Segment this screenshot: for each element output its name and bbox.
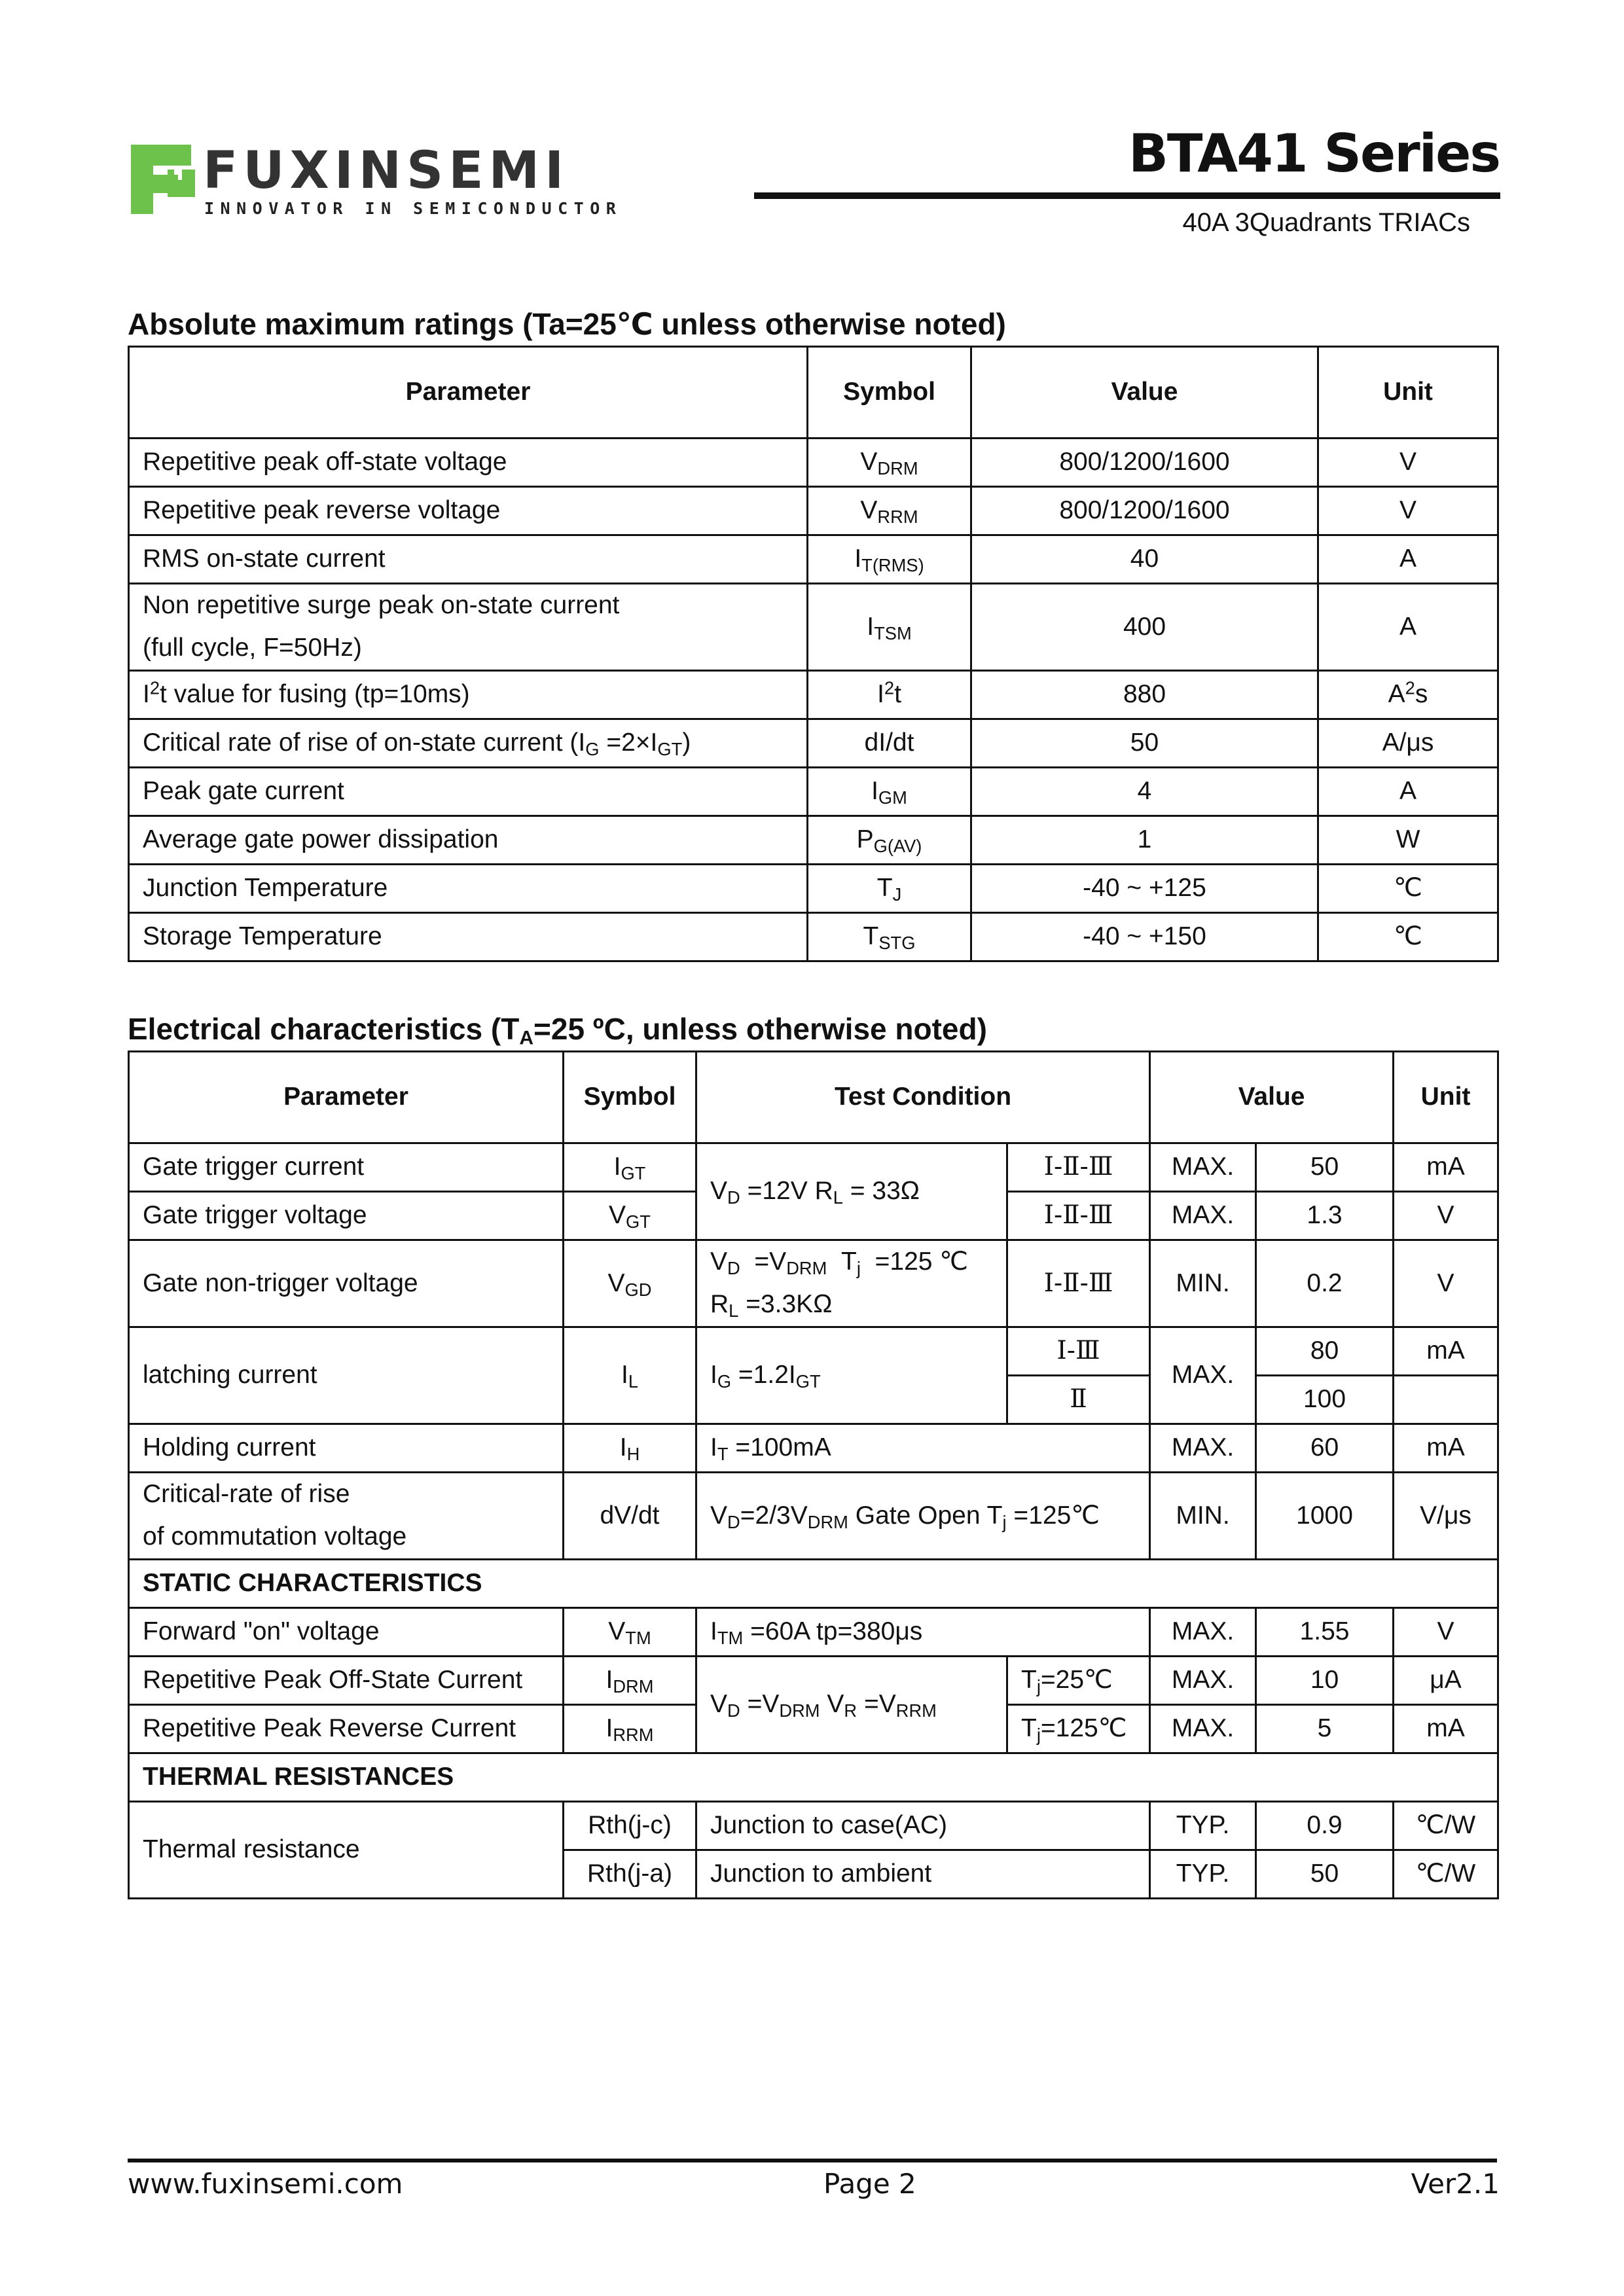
table-row xyxy=(129,1143,1498,1192)
unit-cell: mA xyxy=(1394,1705,1498,1753)
section-row xyxy=(129,1560,1498,1608)
temperature-cell: $T_j=125℃$ xyxy=(1007,1705,1150,1753)
value-cell: 80 xyxy=(1256,1327,1394,1376)
condition-cell: $V_D =V_{DRM}$ $T_j =125$ ℃ $R_L =3.3K\Omega$ xyxy=(696,1240,1007,1327)
condition-cell: $V_D =V_{DRM}$ $V_R =V_{RRM}$ xyxy=(696,1657,1007,1753)
ec-table xyxy=(128,1050,1499,1899)
param-cell: Critical rate of rise of on-state current $(I_G =2\times I_{GT})$ xyxy=(129,719,808,768)
temperature-cell: $T_j=25℃$ xyxy=(1007,1657,1150,1705)
series-title: BTA41 Series xyxy=(1128,123,1500,184)
unit-cell: mA xyxy=(1394,1327,1498,1376)
quadrant-cell: Ⅱ xyxy=(1007,1376,1150,1424)
unit-cell: mA xyxy=(1394,1143,1498,1192)
condition-cell: $V_D =12V$ $R_L = 33\Omega$ xyxy=(696,1143,1007,1240)
footer-page-number: Page 2 xyxy=(823,2168,916,2200)
ec-title: Electrical characteristics ($T_A=25$ ºC, unless otherwise noted) xyxy=(128,1012,987,1049)
table-row xyxy=(129,584,1498,671)
table-row xyxy=(129,439,1498,487)
param-cell: Repetitive Peak Reverse Current xyxy=(129,1705,564,1753)
symbol-cell: $T_J$ xyxy=(808,865,971,913)
param-cell: Repetitive peak reverse voltage xyxy=(129,487,808,535)
value-cell: -40 ~ +150 xyxy=(971,913,1318,961)
ec-header-row xyxy=(129,1052,1498,1143)
ec-header-parameter: Parameter xyxy=(129,1052,564,1143)
value-cell: 10 xyxy=(1256,1657,1394,1705)
param-cell: Junction Temperature xyxy=(129,865,808,913)
unit-cell: mA xyxy=(1394,1424,1498,1473)
param-cell: Non repetitive surge peak on-state current (full cycle, F=50Hz) xyxy=(129,584,808,671)
limit-cell: MAX. xyxy=(1150,1143,1256,1192)
value-cell: 0.9 xyxy=(1256,1802,1394,1850)
static-section-header: STATIC CHARACTERISTICS xyxy=(129,1560,1498,1608)
value-cell: 1000 xyxy=(1256,1473,1394,1560)
symbol-cell: $P_{G(AV)}$ xyxy=(808,816,971,865)
param-cell: latching current xyxy=(129,1327,564,1424)
symbol-cell: $V_{GD}$ xyxy=(564,1240,696,1327)
unit-cell: A xyxy=(1318,535,1498,584)
param-cell: Gate non-trigger voltage xyxy=(129,1240,564,1327)
value-cell: -40 ~ +125 xyxy=(971,865,1318,913)
param-cell: Gate trigger voltage xyxy=(129,1192,564,1240)
param-cell: Critical-rate of rise of commutation voltage xyxy=(129,1473,564,1560)
symbol-cell: Rth(j-c) xyxy=(564,1802,696,1850)
footer-website[interactable]: www.fuxinsemi.com xyxy=(128,2168,403,2200)
symbol-cell: $V_{DRM}$ xyxy=(808,439,971,487)
thermal-section-header: THERMAL RESISTANCES xyxy=(129,1753,1498,1802)
unit-cell: V/μs xyxy=(1394,1473,1498,1560)
unit-cell: V xyxy=(1318,487,1498,535)
symbol-cell: $I_{TSM}$ xyxy=(808,584,971,671)
amr-header-symbol: Symbol xyxy=(808,347,971,439)
footer-rule xyxy=(128,2159,1497,2162)
symbol-cell: $I_{T(RMS)}$ xyxy=(808,535,971,584)
unit-cell: ℃/W xyxy=(1394,1802,1498,1850)
param-cell: Repetitive Peak Off-State Current xyxy=(129,1657,564,1705)
param-cell: $I^2t$ value for fusing (tp=10ms) xyxy=(129,671,808,719)
param-cell: Gate trigger current xyxy=(129,1143,564,1192)
quadrant-cell: Ⅰ-Ⅱ-Ⅲ xyxy=(1007,1192,1150,1240)
symbol-cell: $T_{STG}$ xyxy=(808,913,971,961)
brand-tagline: INNOVATOR IN SEMICONDUCTOR xyxy=(204,199,623,218)
param-cell: Holding current xyxy=(129,1424,564,1473)
unit-cell: V xyxy=(1394,1192,1498,1240)
brand-mark-icon xyxy=(131,145,196,214)
value-cell: 100 xyxy=(1256,1376,1394,1424)
value-cell: 4 xyxy=(971,768,1318,816)
limit-cell: MIN. xyxy=(1150,1240,1256,1327)
table-row xyxy=(129,1473,1498,1560)
limit-cell: MIN. xyxy=(1150,1473,1256,1560)
symbol-cell: dV/dt xyxy=(564,1473,696,1560)
value-cell: 50 xyxy=(1256,1850,1394,1899)
unit-cell: ℃/W xyxy=(1394,1850,1498,1899)
quadrant-cell: Ⅰ-Ⅱ-Ⅲ xyxy=(1007,1240,1150,1327)
symbol-cell: $V_{RRM}$ xyxy=(808,487,971,535)
unit-cell: ℃ xyxy=(1318,913,1498,961)
symbol-cell: $I^2t$ xyxy=(808,671,971,719)
limit-cell: MAX. xyxy=(1150,1705,1256,1753)
table-row xyxy=(129,487,1498,535)
amr-header-row xyxy=(129,347,1498,439)
amr-header-parameter: Parameter xyxy=(129,347,808,439)
limit-cell: TYP. xyxy=(1150,1850,1256,1899)
quadrant-cell: Ⅰ-Ⅲ xyxy=(1007,1327,1150,1376)
param-cell: Thermal resistance xyxy=(129,1802,564,1899)
table-row xyxy=(129,719,1498,768)
symbol-cell: $I_{RRM}$ xyxy=(564,1705,696,1753)
footer-version: Ver2.1 xyxy=(1411,2168,1500,2200)
symbol-cell: $I_{GM}$ xyxy=(808,768,971,816)
value-cell: 1.55 xyxy=(1256,1608,1394,1657)
unit-cell: V xyxy=(1394,1608,1498,1657)
table-row xyxy=(129,1327,1498,1376)
param-cell: Forward "on" voltage xyxy=(129,1608,564,1657)
unit-cell: ℃ xyxy=(1318,865,1498,913)
value-cell: 40 xyxy=(971,535,1318,584)
table-row xyxy=(129,671,1498,719)
param-cell: Storage Temperature xyxy=(129,913,808,961)
value-cell: 60 xyxy=(1256,1424,1394,1473)
symbol-cell: $I_{DRM}$ xyxy=(564,1657,696,1705)
condition-cell: $I_G =1.2I_{GT}$ xyxy=(696,1327,1007,1424)
unit-cell xyxy=(1394,1376,1498,1424)
condition-cell: $V_D=2/3V_{DRM}$ Gate Open $T_j$ =125℃ xyxy=(696,1473,1150,1560)
unit-cell: $A^2s$ xyxy=(1318,671,1498,719)
symbol-cell: $I_{GT}$ xyxy=(564,1143,696,1192)
header-rule xyxy=(754,192,1500,199)
section-row xyxy=(129,1753,1498,1802)
unit-cell: A xyxy=(1318,768,1498,816)
condition-cell: Junction to case(AC) xyxy=(696,1802,1150,1850)
symbol-cell: $V_{TM}$ xyxy=(564,1608,696,1657)
limit-cell: MAX. xyxy=(1150,1192,1256,1240)
brand-name: FUXINSEMI xyxy=(203,141,569,200)
param-cell: Repetitive peak off-state voltage xyxy=(129,439,808,487)
table-row xyxy=(129,913,1498,961)
value-cell: 5 xyxy=(1256,1705,1394,1753)
symbol-cell: $I_L$ xyxy=(564,1327,696,1424)
table-row xyxy=(129,1657,1498,1705)
limit-cell: MAX. xyxy=(1150,1608,1256,1657)
brand-logo xyxy=(131,141,687,219)
symbol-cell: $V_{GT}$ xyxy=(564,1192,696,1240)
condition-cell: $I_{TM} =60A$ tp=380μs xyxy=(696,1608,1150,1657)
series-subtitle: 40A 3Quadrants TRIACs xyxy=(1182,208,1470,237)
param-cell: RMS on-state current xyxy=(129,535,808,584)
limit-cell: TYP. xyxy=(1150,1802,1256,1850)
condition-cell: Junction to ambient xyxy=(696,1850,1150,1899)
unit-cell: W xyxy=(1318,816,1498,865)
unit-cell: V xyxy=(1318,439,1498,487)
table-row xyxy=(129,1424,1498,1473)
amr-header-unit: Unit xyxy=(1318,347,1498,439)
ec-header-value: Value xyxy=(1150,1052,1394,1143)
quadrant-cell: Ⅰ-Ⅱ-Ⅲ xyxy=(1007,1143,1150,1192)
param-cell: Average gate power dissipation xyxy=(129,816,808,865)
limit-cell: MAX. xyxy=(1150,1424,1256,1473)
value-cell: 800/1200/1600 xyxy=(971,487,1318,535)
unit-cell: A xyxy=(1318,584,1498,671)
symbol-cell: Rth(j-a) xyxy=(564,1850,696,1899)
limit-cell: MAX. xyxy=(1150,1657,1256,1705)
value-cell: 1.3 xyxy=(1256,1192,1394,1240)
unit-cell: μA xyxy=(1394,1657,1498,1705)
value-cell: 50 xyxy=(1256,1143,1394,1192)
amr-table xyxy=(128,346,1499,962)
param-cell: Peak gate current xyxy=(129,768,808,816)
unit-cell: A/μs xyxy=(1318,719,1498,768)
value-cell: 50 xyxy=(971,719,1318,768)
table-row xyxy=(129,1802,1498,1850)
table-row xyxy=(129,768,1498,816)
unit-cell: V xyxy=(1394,1240,1498,1327)
ec-header-symbol: Symbol xyxy=(564,1052,696,1143)
table-row xyxy=(129,1240,1498,1327)
table-row xyxy=(129,865,1498,913)
value-cell: 880 xyxy=(971,671,1318,719)
ec-header-test-condition: Test Condition xyxy=(696,1052,1150,1143)
condition-cell: $I_T =100mA$ xyxy=(696,1424,1150,1473)
table-row xyxy=(129,535,1498,584)
value-cell: 1 xyxy=(971,816,1318,865)
table-row xyxy=(129,816,1498,865)
ec-header-unit: Unit xyxy=(1394,1052,1498,1143)
value-cell: 400 xyxy=(971,584,1318,671)
value-cell: 800/1200/1600 xyxy=(971,439,1318,487)
amr-header-value: Value xyxy=(971,347,1318,439)
table-row xyxy=(129,1608,1498,1657)
amr-title: Absolute maximum ratings (Ta=25℃ unless otherwise noted) xyxy=(128,307,1006,341)
symbol-cell: $I_H$ xyxy=(564,1424,696,1473)
symbol-cell: dI/dt xyxy=(808,719,971,768)
value-cell: 0.2 xyxy=(1256,1240,1394,1327)
limit-cell: MAX. xyxy=(1150,1327,1256,1424)
